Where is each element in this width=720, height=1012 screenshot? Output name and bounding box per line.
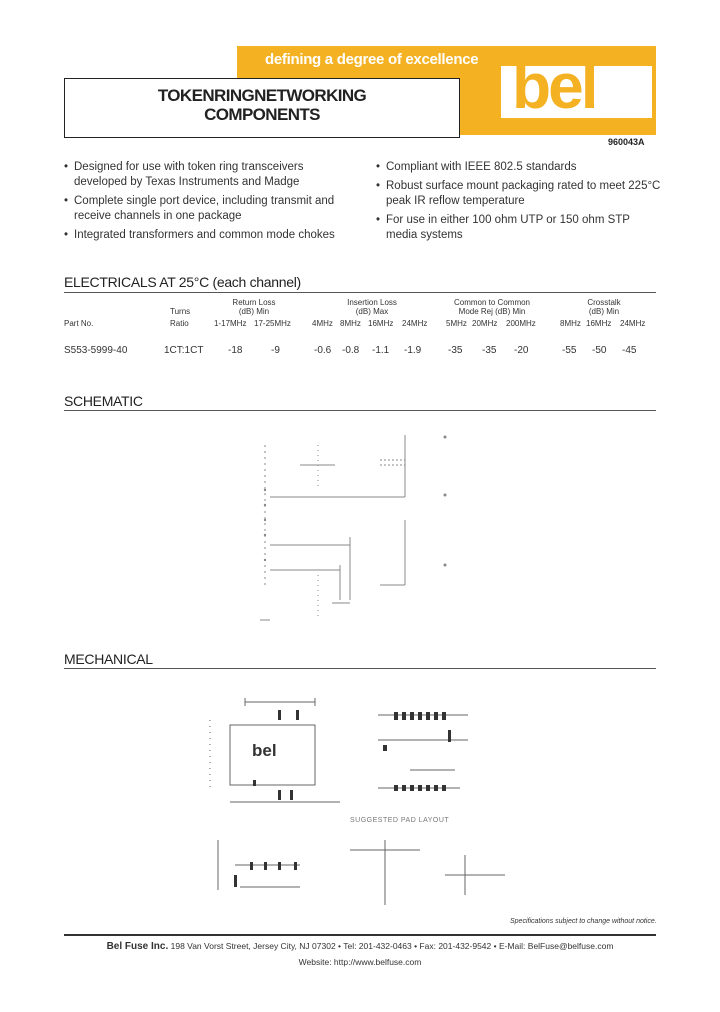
spec-note: Specifications subject to change without notice. xyxy=(510,918,657,925)
cell-ct-1: -55 xyxy=(562,345,577,356)
col-rl-1: 1-17MHz xyxy=(214,319,247,328)
col-ratio: Ratio xyxy=(170,319,189,328)
group-crosstalk: Crosstalk xyxy=(587,298,621,307)
col-il-3: 16MHz xyxy=(368,319,394,328)
bel-logo: bel xyxy=(512,50,596,122)
title-line-2: COMPONENTS xyxy=(204,105,320,124)
features-right xyxy=(376,160,662,247)
col-ct-3: 24MHz xyxy=(620,319,646,328)
group-crosstalk-sub: (dB) Min xyxy=(588,307,620,316)
package-logo: bel xyxy=(252,741,277,760)
cell-ct-3: -45 xyxy=(622,345,637,356)
cell-ct-2: -50 xyxy=(592,345,607,356)
col-ct-2: 16MHz xyxy=(586,319,612,328)
schematic-heading: SCHEMATIC xyxy=(64,393,143,409)
section-divider xyxy=(64,410,656,411)
col-turns: Turns xyxy=(170,307,191,316)
cell-il-3: -1.1 xyxy=(372,345,390,356)
col-part-no: Part No. xyxy=(64,319,94,328)
group-cmr-sub: Mode Rej (dB) Min xyxy=(458,307,526,316)
page-title xyxy=(64,86,460,124)
footer-contact xyxy=(64,941,656,952)
group-insertion-loss-sub: (dB) Max xyxy=(355,307,389,316)
company-name: Bel Fuse Inc. xyxy=(106,941,169,952)
mechanical-heading: MECHANICAL xyxy=(64,651,153,667)
col-il-1: 4MHz xyxy=(312,319,333,328)
footer-divider xyxy=(64,934,656,936)
col-il-4: 24MHz xyxy=(402,319,428,328)
col-cm-3: 200MHz xyxy=(506,319,536,328)
feature-item: • Compliant with IEEE 802.5 standards xyxy=(376,160,662,175)
col-ct-1: 8MHz xyxy=(560,319,581,328)
col-cm-1: 5MHz xyxy=(446,319,467,328)
cell-rl-1: -18 xyxy=(228,345,243,356)
group-insertion-loss: Insertion Loss xyxy=(347,298,397,307)
feature-item: • For use in either 100 ohm UTP or 150 ohm STP media systems xyxy=(376,213,662,243)
pad-layout-label: SUGGESTED PAD LAYOUT xyxy=(350,817,450,824)
tagline: defining a degree of excellence xyxy=(265,51,479,68)
features-left xyxy=(64,160,356,247)
feature-item: • Integrated transformers and common mode chokes xyxy=(64,228,356,243)
mechanical-drawing xyxy=(190,690,520,910)
schematic-diagram xyxy=(240,425,470,635)
cell-il-4: -1.9 xyxy=(404,345,422,356)
cell-cm-2: -35 xyxy=(482,345,497,356)
col-rl-2: 17-25MHz xyxy=(254,319,291,328)
footer-website[interactable]: Website: http://www.belfuse.com xyxy=(298,957,422,967)
section-divider xyxy=(64,292,656,293)
group-cmr: Common to Common xyxy=(453,298,531,307)
cell-rl-2: -9 xyxy=(271,345,280,356)
document-number: 960043A xyxy=(608,137,645,147)
group-return-loss: Return Loss xyxy=(232,298,276,307)
feature-item: • Complete single port device, including transmit and receive channels in one package xyxy=(64,194,356,224)
cell-ratio: 1CT:1CT xyxy=(164,345,204,356)
company-address: 198 Van Vorst Street, Jersey City, NJ 07302 • Tel: 201-432-0463 • Fax: 201-432-9542 • E-Mail: BelFuse@belfuse.com xyxy=(170,941,614,951)
electricals-heading: ELECTRICALS AT 25°C (each channel) xyxy=(64,274,301,290)
cell-il-2: -0.8 xyxy=(342,345,360,356)
cell-cm-1: -35 xyxy=(448,345,463,356)
cell-cm-3: -20 xyxy=(514,345,529,356)
feature-item: • Designed for use with token ring transceivers developed by Texas Instruments and Madge xyxy=(64,160,356,190)
feature-item: • Robust surface mount packaging rated to meet 225°C peak IR reflow temperature xyxy=(376,179,662,209)
group-return-loss-sub: (dB) Min xyxy=(238,307,270,316)
section-divider xyxy=(64,668,656,669)
cell-il-1: -0.6 xyxy=(314,345,332,356)
col-il-2: 8MHz xyxy=(340,319,361,328)
col-cm-2: 20MHz xyxy=(472,319,498,328)
cell-part-no: S553-5999-40 xyxy=(64,345,128,356)
title-line-1: TOKENRINGNETWORKING xyxy=(157,86,367,105)
